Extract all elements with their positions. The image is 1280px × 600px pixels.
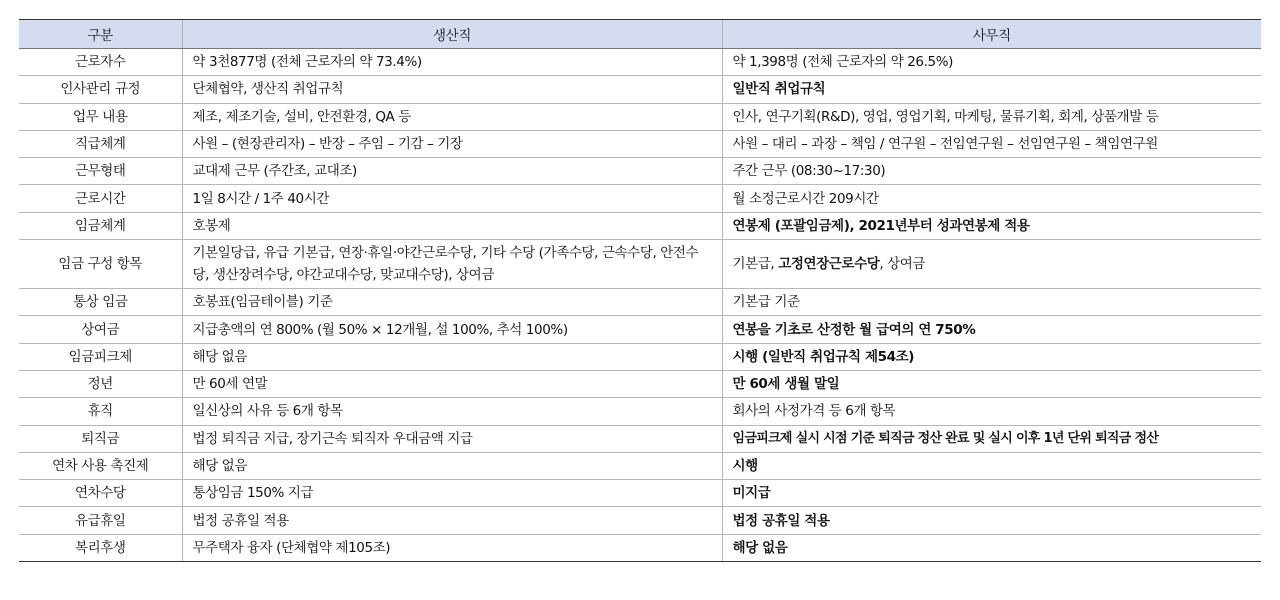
table-row [19, 49, 1261, 76]
office-cell: 해당 없음 [722, 534, 1261, 561]
row-category: 업무 내용 [19, 103, 182, 130]
row-category: 임금체계 [19, 212, 182, 239]
table-row [19, 534, 1261, 561]
table-row [19, 343, 1261, 370]
comparison-table [19, 19, 1261, 562]
office-text: 기본급, [732, 256, 779, 273]
office-cell: 미지급 [722, 480, 1261, 507]
production-cell: 사원 – (현장관리자) – 반장 – 주임 – 기감 – 기장 [182, 130, 722, 157]
production-cell: 약 3천877명 (전체 근로자의 약 73.4%) [182, 49, 722, 76]
production-cell: 1일 8시간 / 1주 40시간 [182, 185, 722, 212]
production-cell: 호봉표(임금테이블) 기준 [182, 289, 722, 316]
table-header-row [19, 20, 1261, 49]
production-cell: 통상임금 150% 지급 [182, 480, 722, 507]
table-row [19, 289, 1261, 316]
table-row [19, 103, 1261, 130]
production-cell: 법정 공휴일 적용 [182, 507, 722, 534]
office-cell: 연봉제 (포괄임금제), 2021년부터 성과연봉제 적용 [722, 212, 1261, 239]
row-category: 연차수당 [19, 480, 182, 507]
office-cell: 법정 공휴일 적용 [722, 507, 1261, 534]
table-row [19, 316, 1261, 343]
office-cell: 시행 (일반직 취업규칙 제54조) [722, 343, 1261, 370]
production-cell: 기본일당급, 유급 기본급, 연장·휴일·야간근로수당, 기타 수당 (가족수당, 근속수당, 안전수당, 생산장려수당, 야간교대수당, 맞교대수당), 상여금 [182, 240, 722, 289]
row-category: 직급체계 [19, 130, 182, 157]
office-cell: 만 60세 생월 말일 [722, 370, 1261, 397]
office-emphasis: 고정연장근로수당 [778, 256, 880, 273]
row-category: 정년 [19, 370, 182, 397]
office-text: , 상여금 [879, 256, 926, 273]
row-category: 통상 임금 [19, 289, 182, 316]
production-cell: 만 60세 연말 [182, 370, 722, 397]
office-cell: 일반직 취업규칙 [722, 76, 1261, 103]
office-cell: 기본급 기준 [722, 289, 1261, 316]
production-cell: 교대제 근무 (주간조, 교대조) [182, 158, 722, 185]
table-row [19, 212, 1261, 239]
office-cell: 약 1,398명 (전체 근로자의 약 26.5%) [722, 49, 1261, 76]
table-row [19, 185, 1261, 212]
row-category: 인사관리 규정 [19, 76, 182, 103]
table-row [19, 370, 1261, 397]
production-cell: 무주택자 융자 (단체협약 제105조) [182, 534, 722, 561]
row-category: 근로자수 [19, 49, 182, 76]
table-row [19, 425, 1261, 452]
production-cell: 단체협약, 생산직 취업규칙 [182, 76, 722, 103]
office-cell: 회사의 사정가격 등 6개 항목 [722, 398, 1261, 425]
office-cell: 인사, 연구기획(R&D), 영업, 영업기획, 마케팅, 물류기획, 회계, 상품개발 등 [722, 103, 1261, 130]
row-category: 연차 사용 촉진제 [19, 452, 182, 479]
row-category: 임금 구성 항목 [19, 240, 182, 289]
row-category: 상여금 [19, 316, 182, 343]
office-cell: 주간 근무 (08:30~17:30) [722, 158, 1261, 185]
office-cell: 임금피크제 실시 시점 기준 퇴직금 정산 완료 및 실시 이후 1년 단위 퇴직금 정산 [722, 425, 1261, 452]
production-cell: 제조, 제조기술, 설비, 안전환경, QA 등 [182, 103, 722, 130]
office-cell: 사원 – 대리 – 과장 – 책임 / 연구원 – 전임연구원 – 선임연구원 – 책임연구원 [722, 130, 1261, 157]
row-category: 임금피크제 [19, 343, 182, 370]
production-cell: 법정 퇴직금 지급, 장기근속 퇴직자 우대금액 지급 [182, 425, 722, 452]
table-row [19, 480, 1261, 507]
production-cell: 지급총액의 연 800% (월 50% × 12개월, 설 100%, 추석 100%) [182, 316, 722, 343]
production-cell: 일신상의 사유 등 6개 항목 [182, 398, 722, 425]
table-row [19, 158, 1261, 185]
comparison-table-container [19, 19, 1261, 562]
office-cell [722, 240, 1261, 289]
table-row [19, 240, 1261, 289]
row-category: 유급휴일 [19, 507, 182, 534]
header-production: 생산직 [182, 20, 722, 49]
header-category: 구분 [19, 20, 182, 49]
production-cell: 해당 없음 [182, 452, 722, 479]
office-cell: 월 소정근로시간 209시간 [722, 185, 1261, 212]
row-category: 휴직 [19, 398, 182, 425]
office-cell: 시행 [722, 452, 1261, 479]
row-category: 근무형태 [19, 158, 182, 185]
table-row [19, 130, 1261, 157]
table-row [19, 76, 1261, 103]
table-row [19, 507, 1261, 534]
production-cell: 해당 없음 [182, 343, 722, 370]
row-category: 퇴직금 [19, 425, 182, 452]
row-category: 근로시간 [19, 185, 182, 212]
table-row [19, 398, 1261, 425]
office-cell: 연봉을 기초로 산정한 월 급여의 연 750% [722, 316, 1261, 343]
production-cell: 호봉제 [182, 212, 722, 239]
row-category: 복리후생 [19, 534, 182, 561]
table-row [19, 452, 1261, 479]
header-office: 사무직 [722, 20, 1261, 49]
